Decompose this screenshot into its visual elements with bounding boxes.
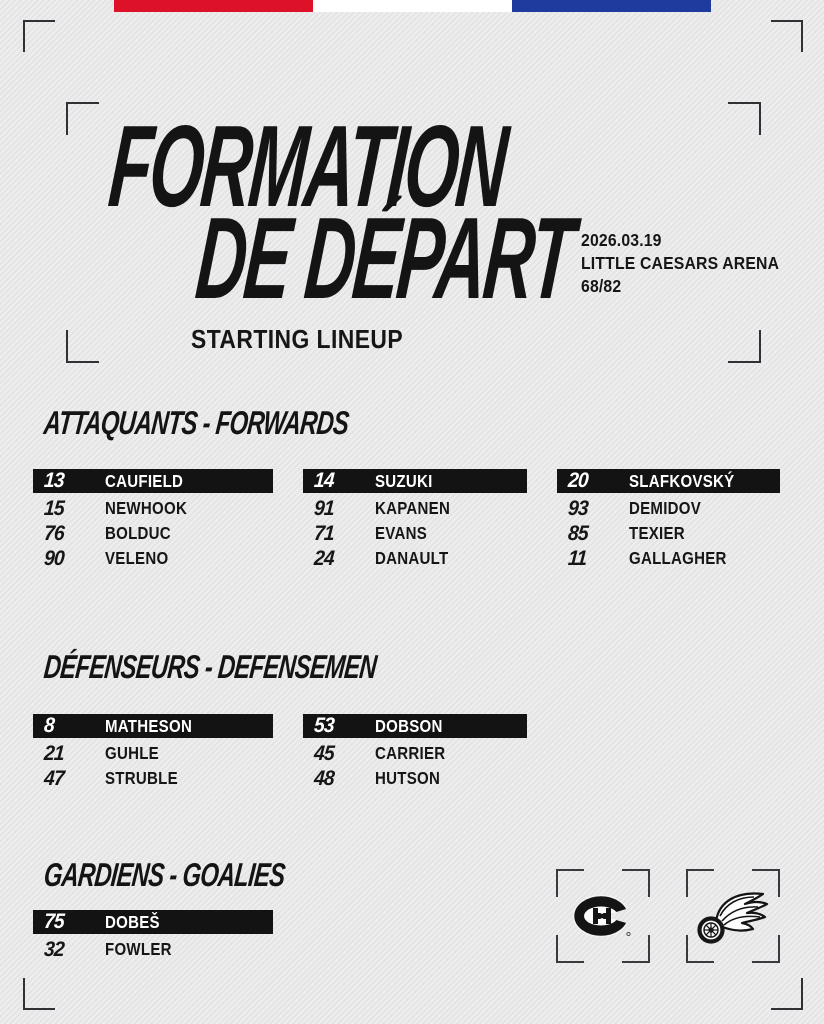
player-name: CAUFIELD: [105, 470, 184, 491]
player-number: 15: [43, 496, 65, 520]
frame-bracket-icon: [622, 935, 650, 963]
page-title-line1: FORMATION: [104, 101, 511, 231]
player-name: DEMIDOV: [629, 498, 702, 518]
player-row: [303, 469, 527, 493]
corner-bracket-icon: [771, 978, 803, 1010]
game-info: [581, 229, 779, 298]
venue: LITTLE CAESARS ARENA: [581, 253, 780, 273]
player-name: STRUBLE: [105, 768, 178, 788]
player-number: 21: [43, 741, 65, 765]
player-row: [33, 937, 273, 962]
corner-bracket-icon: [771, 20, 803, 52]
tricolor-stripe: [114, 0, 711, 12]
player-row: [33, 766, 273, 791]
player-number: 45: [313, 741, 335, 765]
player-name: NEWHOOK: [105, 498, 188, 518]
player-number: 93: [567, 496, 589, 520]
title-frame-bracket-icon: [66, 330, 99, 363]
game-number: 68/82: [581, 276, 622, 296]
player-row: [33, 546, 273, 571]
game-date: 2026.03.19: [581, 230, 662, 250]
player-number: 91: [313, 496, 335, 520]
player-name: HUTSON: [375, 768, 441, 788]
player-name: GUHLE: [105, 743, 159, 763]
player-row: [303, 546, 527, 571]
frame-bracket-icon: [686, 935, 714, 963]
player-name: DOBEŠ: [105, 911, 160, 932]
player-name: EVANS: [375, 523, 428, 543]
player-number: 85: [567, 521, 589, 545]
player-row: [303, 741, 527, 766]
player-number: 90: [43, 546, 65, 570]
section-title-defensemen: DÉFENSEURS - DEFENSEMEN: [42, 648, 378, 685]
goalies-column-1: [33, 910, 273, 962]
player-name: SUZUKI: [375, 470, 433, 491]
player-row: [33, 741, 273, 766]
player-row: [557, 521, 780, 546]
player-row: [557, 469, 780, 493]
player-row: [557, 496, 780, 521]
player-row: [303, 766, 527, 791]
player-row: [33, 496, 273, 521]
section-title-goalies: GARDIENS - GOALIES: [42, 856, 287, 893]
player-name: BOLDUC: [105, 523, 171, 543]
player-name: DANAULT: [375, 548, 449, 568]
frame-bracket-icon: [752, 935, 780, 963]
player-number: 71: [313, 521, 335, 545]
forwards-column-3: [557, 469, 780, 571]
player-number: 47: [43, 766, 65, 790]
player-number: 32: [43, 937, 65, 961]
player-row: [33, 714, 273, 738]
player-number: 75: [43, 910, 65, 933]
player-number: 20: [567, 469, 589, 492]
player-number: 14: [313, 469, 335, 492]
player-name: MATHESON: [105, 715, 193, 736]
player-name: DOBSON: [375, 715, 443, 736]
frame-bracket-icon: [556, 869, 584, 897]
forwards-column-1: [33, 469, 273, 571]
player-number: 48: [313, 766, 335, 790]
corner-bracket-icon: [23, 978, 55, 1010]
player-name: FOWLER: [105, 939, 172, 959]
forwards-roster: [33, 469, 780, 571]
player-number: 13: [43, 469, 65, 492]
stripe-white: [313, 0, 512, 12]
player-number: 76: [43, 521, 65, 545]
player-row: [33, 521, 273, 546]
canadiens-ch-logo-icon: [572, 893, 634, 939]
player-name: SLAFKOVSKÝ: [629, 470, 735, 491]
frame-bracket-icon: [752, 869, 780, 897]
player-row: [303, 521, 527, 546]
defensemen-column-2: [303, 714, 527, 791]
frame-bracket-icon: [686, 869, 714, 897]
player-name: TEXIER: [629, 523, 685, 543]
frame-bracket-icon: [622, 869, 650, 897]
player-row: [303, 496, 527, 521]
corner-bracket-icon: [23, 20, 55, 52]
player-number: 53: [313, 714, 335, 737]
page-title-line2: DE DÉPART: [191, 193, 577, 323]
away-team-logo-frame: [686, 869, 780, 963]
title-frame-bracket-icon: [66, 102, 99, 135]
stripe-red: [114, 0, 313, 12]
forwards-column-2: [303, 469, 527, 571]
title-frame-bracket-icon: [728, 102, 761, 135]
player-number: 11: [567, 546, 588, 570]
defensemen-roster: [33, 714, 527, 791]
player-row: [303, 714, 527, 738]
defensemen-column-1: [33, 714, 273, 791]
player-row: [557, 546, 780, 571]
player-row: [33, 469, 273, 493]
stripe-blue: [512, 0, 711, 12]
goalies-roster: [33, 910, 273, 962]
section-title-forwards: ATTAQUANTS - FORWARDS: [42, 404, 351, 441]
player-number: 24: [313, 546, 335, 570]
player-number: 8: [43, 714, 55, 737]
player-name: CARRIER: [375, 743, 446, 763]
title-frame-bracket-icon: [728, 330, 761, 363]
player-row: [33, 910, 273, 934]
player-name: GALLAGHER: [629, 548, 727, 568]
page-subtitle: STARTING LINEUP: [191, 324, 404, 354]
home-team-logo-frame: [556, 869, 650, 963]
player-name: VELENO: [105, 548, 169, 568]
player-name: KAPANEN: [375, 498, 451, 518]
frame-bracket-icon: [556, 935, 584, 963]
